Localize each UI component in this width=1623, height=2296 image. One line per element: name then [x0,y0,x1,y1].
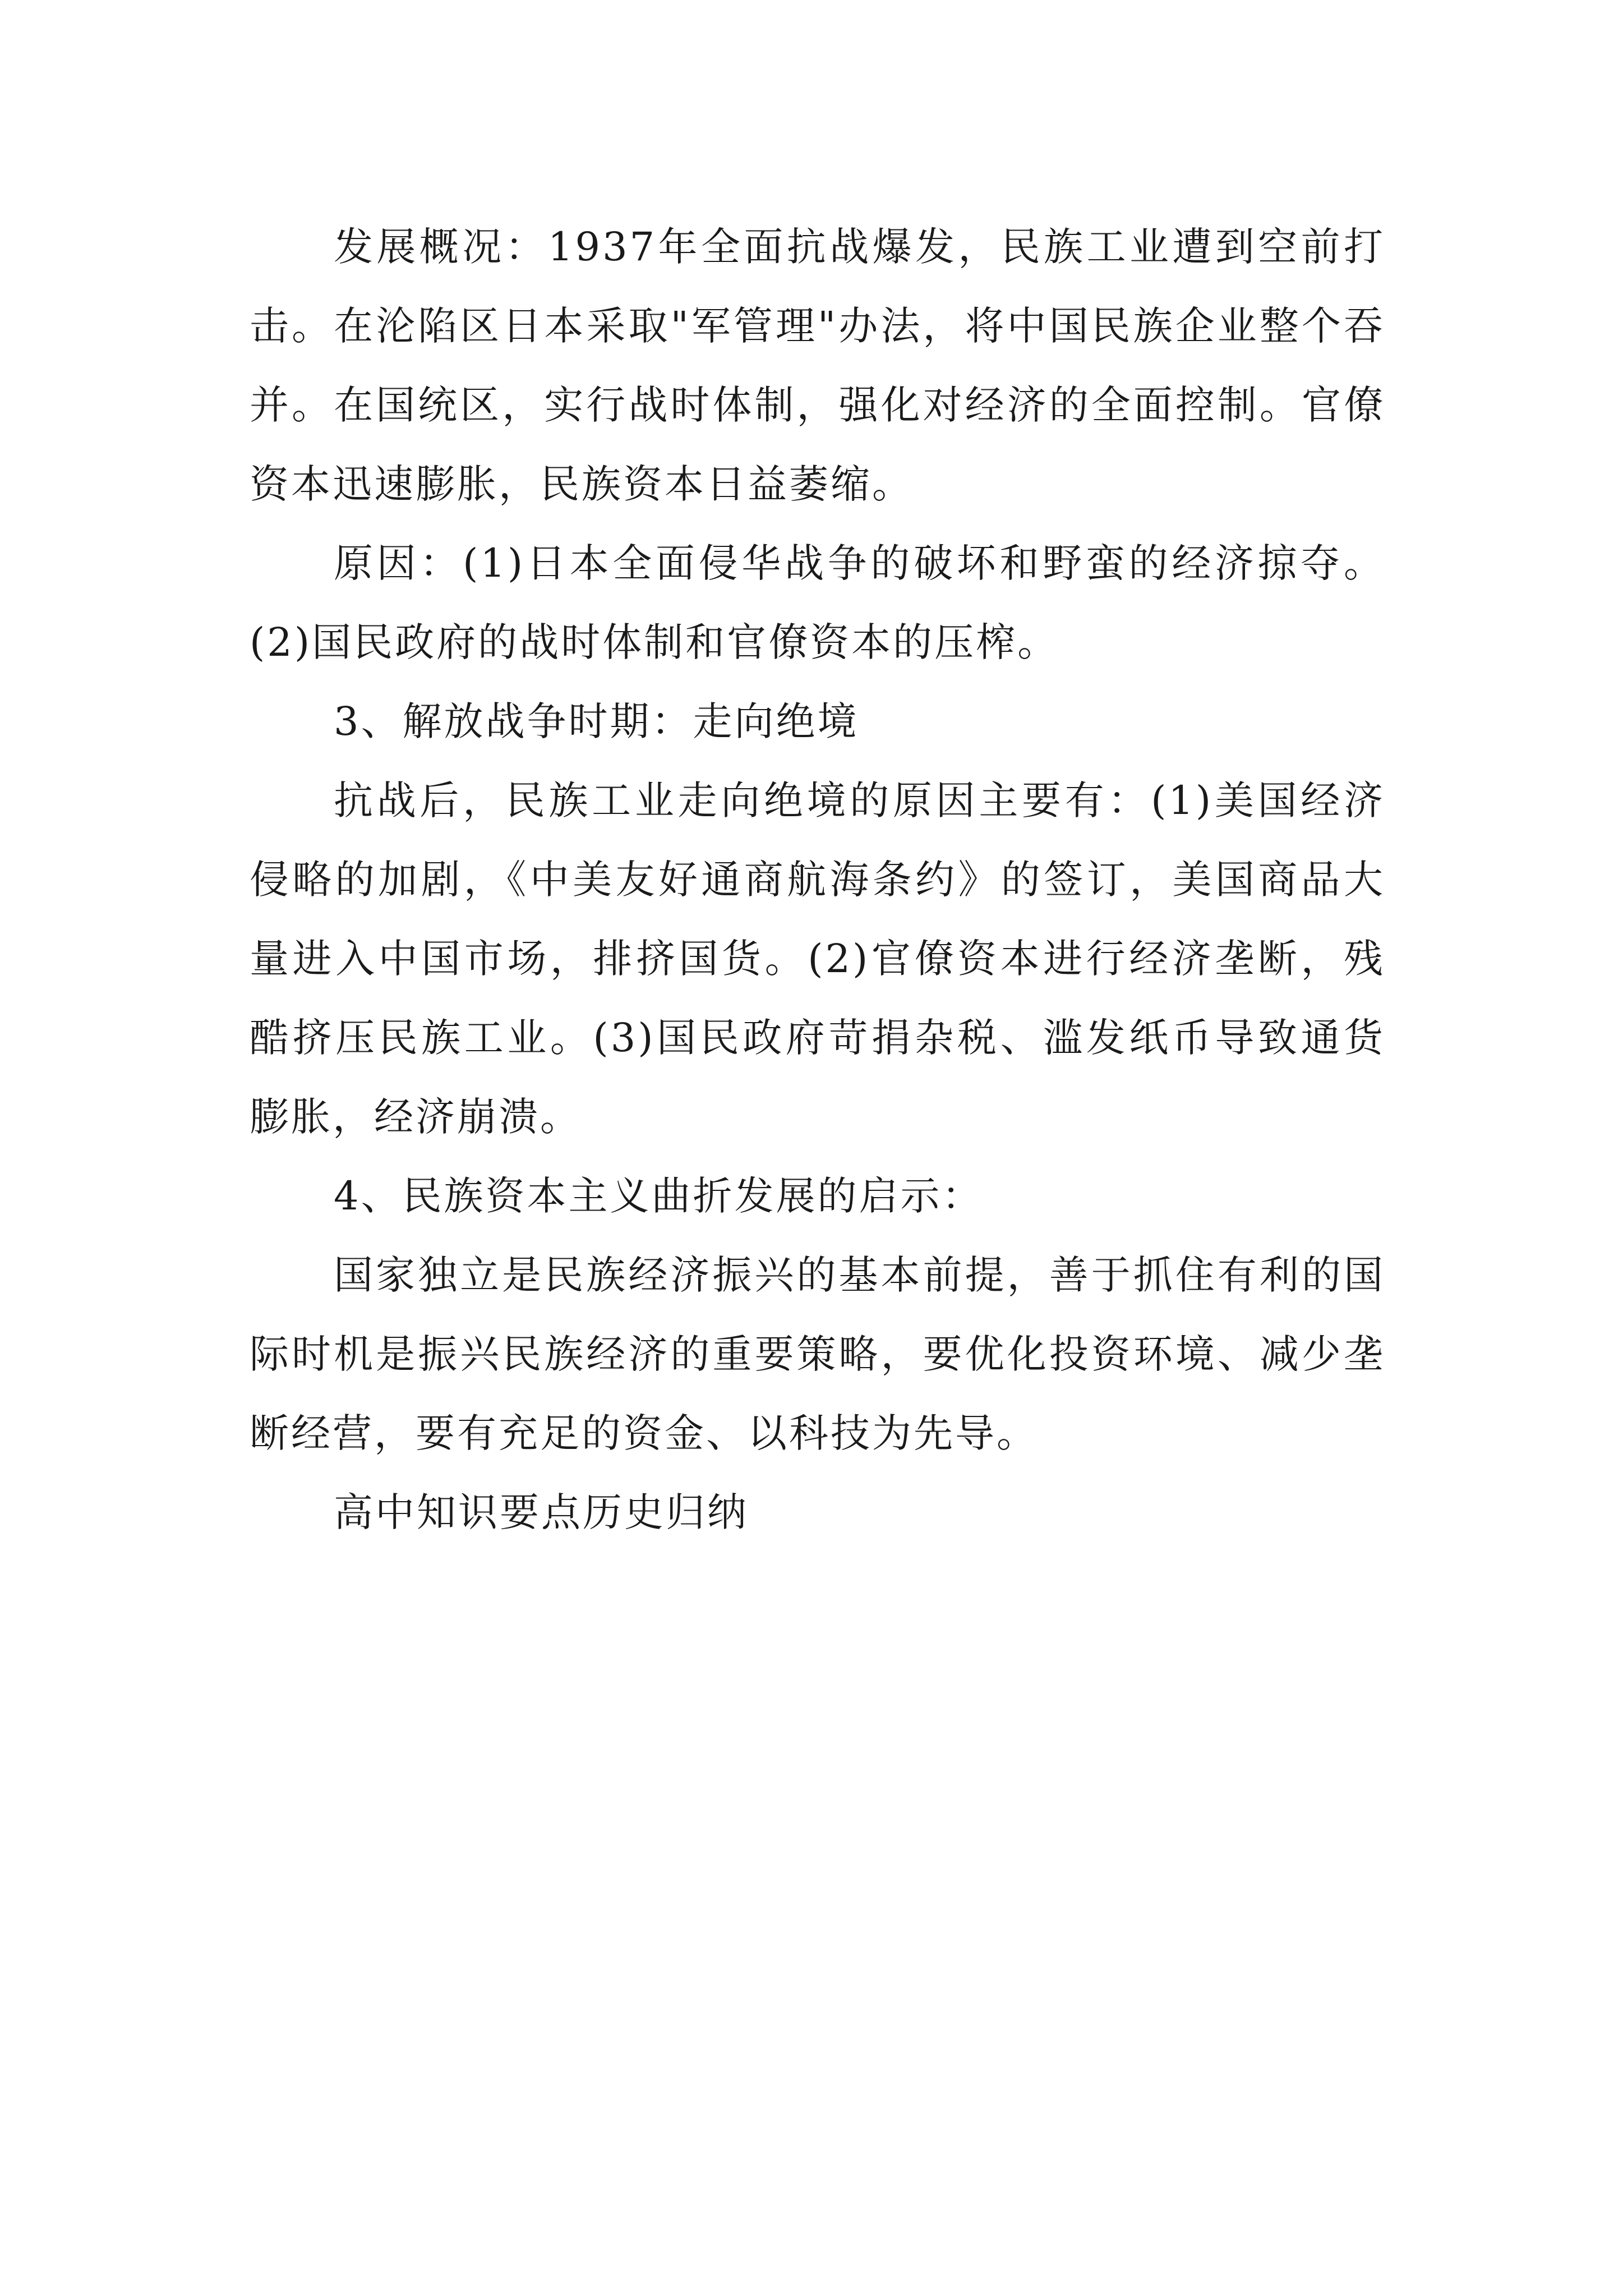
paragraph-postwar-causes: 抗战后，民族工业走向绝境的原因主要有：(1)美国经济侵略的加剧，《中美友好通商航海条约》的签订，美国商品大量进入中国市场，排挤国货。(2)官僚资本进行经济垄断，残酷挤压民族工业。(3)国民政府苛捐杂税、滥发纸币导致通货膨胀，经济崩溃。 [250,777,1385,1140]
paragraph-causes: 原因：(1)日本全面侵华战争的破坏和野蛮的经济掠夺。(2)国民政府的战时体制和官僚资本的压榨。 [250,540,1385,665]
paragraph-development-overview: 发展概况：1937年全面抗战爆发，民族工业遭到空前打击。在沦陷区日本采取"军管理"办法，将中国民族企业整个吞并。在国统区，实行战时体制，强化对经济的全面控制。官僚资本迅速膨胀，民族资本日益萎缩。 [250,224,1385,507]
document-body [250,208,1385,1552]
section-heading-liberation-war: 3、解放战争时期：走向绝境 [334,698,859,744]
closing-title: 高中知识要点历史归纳 [334,1489,749,1535]
paragraph-lessons: 国家独立是民族经济振兴的基本前提，善于抓住有利的国际时机是振兴民族经济的重要策略，要优化投资环境、减少垄断经营，要有充足的资金、以科技为先导。 [250,1252,1385,1456]
section-heading-lessons: 4、民族资本主义曲折发展的启示： [334,1173,984,1219]
